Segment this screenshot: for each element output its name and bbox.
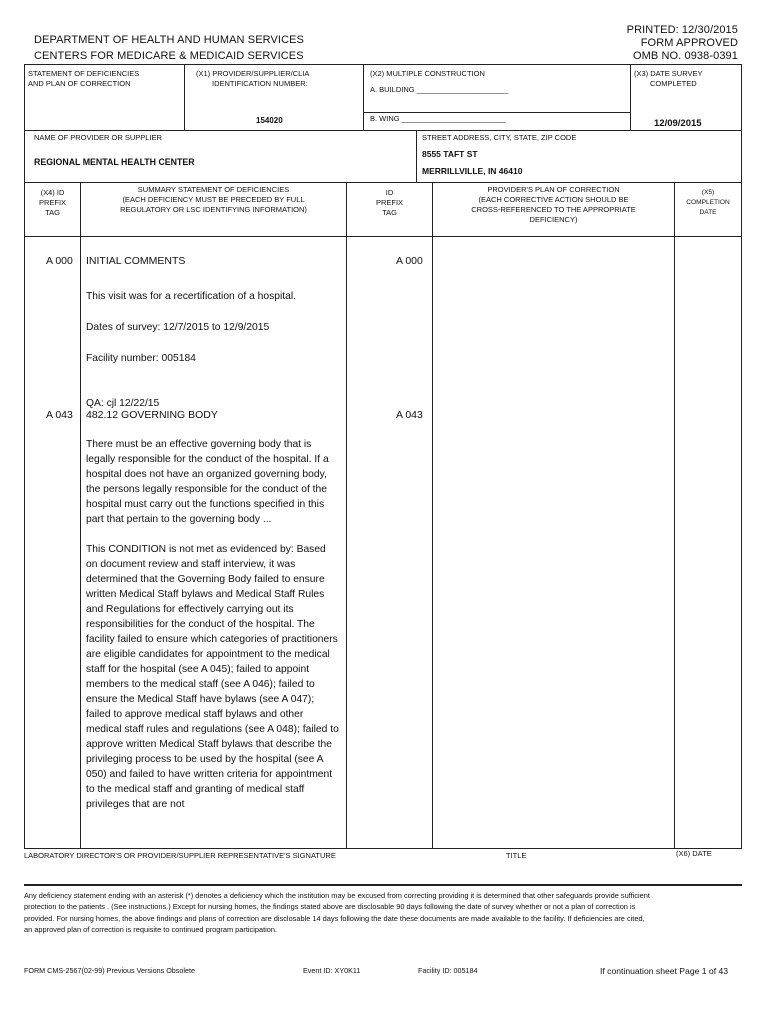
x5-header-line: (X5) xyxy=(701,189,715,196)
x4-header-line: TAG xyxy=(45,208,60,217)
footnote-text: Any deficiency statement ending with an asterisk (*) denotes a deficiency which the institution may be excused from correcting providing it is determined that other safeguards provide sufficient protection to the patients . (See instructions.) Except for nursing homes, the findings stated above are disclosable 90 days following the date of survey whether or not a plan of correction is provided. For nursing homes, the above findings and plans of correction are disclosable 14 days following the date these documents are made available to the facility. If deficiencies are cited, an approved plan of correction is requisite to continued program participation. xyxy=(24,891,650,935)
x5-header-line: DATE xyxy=(699,209,717,216)
x4-header-line: (X4) ID xyxy=(40,188,65,197)
facility-id: Facility ID: 005184 xyxy=(418,966,478,975)
col-plan-divider xyxy=(674,182,675,848)
statement-label-2: AND PLAN OF CORRECTION xyxy=(28,79,131,88)
box-row-divider xyxy=(24,130,742,131)
signature-top-border xyxy=(24,848,742,849)
box-top-border xyxy=(24,64,742,65)
summary-header-line: REGULATORY OR LSC IDENTIFYING INFORMATION) xyxy=(120,205,307,214)
entry-id-tag: A 043 xyxy=(396,409,423,421)
x5-header xyxy=(675,188,741,218)
summary-header-line: SUMMARY STATEMENT OF DEFICIENCIES xyxy=(137,185,290,194)
entry-tag: A 000 xyxy=(46,255,73,267)
x2-building: A. BUILDING ______________________ xyxy=(370,85,509,94)
provider-address-divider xyxy=(416,130,417,183)
address-label: STREET ADDRESS, CITY, STATE, ZIP CODE xyxy=(422,133,577,142)
entry-paragraph: There must be an effective governing body that is legally responsible for the conduct of the hospital. If a hospital does not have an organized governing body, the persons legally responsible for the conduct of the hospital must carry out the functions specified in this part that pertain to the governing body ... xyxy=(86,439,329,525)
x2-mid-line xyxy=(363,112,630,113)
x3-label-1: (X3) DATE SURVEY xyxy=(634,69,703,78)
x3-date-completed: 12/09/2015 xyxy=(654,118,702,129)
entry-paragraph: Facility number: 005184 xyxy=(86,353,196,364)
omb-number: OMB NO. 0938-0391 xyxy=(632,50,738,62)
x4-header xyxy=(25,188,80,218)
plan-header-line: CROSS-REFERENCED TO THE APPROPRIATE xyxy=(471,205,636,214)
address-street: 8555 TAFT ST xyxy=(422,149,478,159)
entry-body xyxy=(86,437,340,812)
plan-header-line: PROVIDER'S PLAN OF CORRECTION xyxy=(487,185,620,194)
x1-label-2: IDENTIFICATION NUMBER: xyxy=(212,79,308,88)
title-label: TITLE xyxy=(506,851,527,860)
entry-paragraph: Dates of survey: 12/7/2015 to 12/9/2015 xyxy=(86,322,270,333)
col-x4-divider xyxy=(80,182,81,848)
signature-label: LABORATORY DIRECTOR'S OR PROVIDER/SUPPLIER REPRESENTATIVE'S SIGNATURE xyxy=(24,851,336,860)
department-title: DEPARTMENT OF HEALTH AND HUMAN SERVICES xyxy=(34,34,304,46)
form-number: FORM CMS-2567(02-99) Previous Versions Obsolete xyxy=(24,966,195,975)
x2-label: (X2) MULTIPLE CONSTRUCTION xyxy=(370,69,485,78)
x3-divider xyxy=(630,64,631,131)
plan-header xyxy=(433,185,674,225)
footnote-top-border xyxy=(24,884,742,886)
id-header-line: ID xyxy=(385,188,394,197)
x4-header-line: PREFIX xyxy=(38,198,67,207)
provider-name-label: NAME OF PROVIDER OR SUPPLIER xyxy=(34,133,162,142)
entry-title: 482.12 GOVERNING BODY xyxy=(86,409,218,421)
entry-paragraph: QA: cjl 12/22/15 xyxy=(86,398,160,409)
summary-header xyxy=(81,185,346,215)
entry-paragraph: This CONDITION is not met as evidenced by: Based on document review and staff interview, it was determined that the Governing Body failed to ensure written Medical Staff bylaws and Medical Staff Rules and Regulations for effectively carrying out its responsibilities for the conduct of the hospital. The facility failed to ensure which categories of practitioners are eligible candidates for appointment to the medical staff for the hospital (see A 045); failed to appoint members to the medical staff (see A 046); failed to ensure the Medical Staff have bylaws (see A 047); failed to approve medical staff bylaws and other medical staff rules and regulations (see A 048); failed to approve written Medical Staff bylaws that describe the privileging process to be used by the hospital (see A 050) and failed to have written criteria for appointment to the medical staff and granting of medical staff privileges that are not xyxy=(86,544,339,810)
summary-header-line: (EACH DEFICIENCY MUST BE PRECEDED BY FULL xyxy=(122,195,305,204)
id-header-line: TAG xyxy=(382,208,397,217)
id-header xyxy=(347,188,432,218)
x1-divider xyxy=(184,64,185,131)
provider-name: REGIONAL MENTAL HEALTH CENTER xyxy=(34,157,195,167)
x1-provider-number: 154020 xyxy=(256,116,283,125)
provider-row-divider xyxy=(24,182,742,183)
x2-divider xyxy=(363,64,364,131)
entry-body xyxy=(86,289,342,411)
plan-header-line: DEFICIENCY) xyxy=(529,215,578,224)
left-border xyxy=(24,64,25,848)
entry-paragraph: This visit was for a recertification of a hospital. xyxy=(86,291,297,302)
address-city: MERRILLVILLE, IN 46410 xyxy=(422,166,523,176)
entry-id-tag: A 000 xyxy=(396,255,423,267)
date-label: (X6) DATE xyxy=(676,849,712,858)
plan-header-line: (EACH CORRECTIVE ACTION SHOULD BE xyxy=(478,195,629,204)
form-approved: FORM APPROVED xyxy=(640,37,738,49)
centers-title: CENTERS FOR MEDICARE & MEDICAID SERVICES xyxy=(34,50,304,62)
event-id: Event ID: XY0K11 xyxy=(303,966,361,975)
x2-wing: B. WING _________________________ xyxy=(370,114,506,123)
col-summary-divider xyxy=(346,182,347,848)
x3-label-2: COMPLETED xyxy=(650,79,697,88)
right-border xyxy=(741,64,742,848)
id-header-line: PREFIX xyxy=(375,198,404,207)
printed-date: PRINTED: 12/30/2015 xyxy=(626,24,738,36)
x5-header-line: COMPLETION xyxy=(686,199,730,206)
entry-title: INITIAL COMMENTS xyxy=(86,255,186,267)
page-continuation: If continuation sheet Page 1 of 43 xyxy=(600,966,729,976)
x1-label-1: (X1) PROVIDER/SUPPLIER/CLIA xyxy=(196,69,310,78)
col-id-divider xyxy=(432,182,433,848)
entry-tag: A 043 xyxy=(46,409,73,421)
column-header-divider xyxy=(24,236,742,237)
statement-label-1: STATEMENT OF DEFICIENCIES xyxy=(28,69,140,78)
